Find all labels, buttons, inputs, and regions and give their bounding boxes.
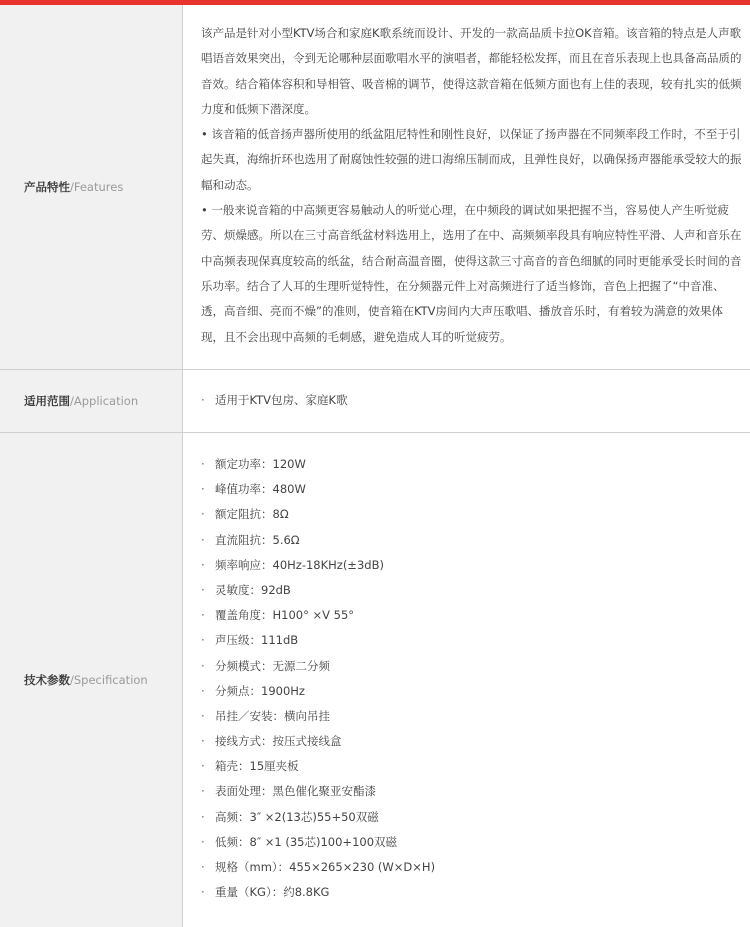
features-label-sep: /	[70, 180, 74, 194]
specification-content	[183, 433, 750, 927]
spec-item-text: 额定功率：120W	[215, 457, 306, 471]
spec-item-text: 频率响应：40Hz-18KHz(±3dB)	[215, 557, 384, 572]
application-label	[0, 370, 183, 432]
spec-item	[201, 477, 742, 502]
spec-item-text: 接线方式：按压式接线盒	[215, 734, 342, 749]
spec-item	[201, 704, 742, 729]
application-row	[0, 370, 750, 433]
bullet-icon: ·	[201, 507, 205, 522]
bullet-icon: ·	[201, 860, 205, 874]
specification-label-sep: /	[70, 673, 74, 687]
application-item	[201, 388, 348, 413]
features-paragraph: 该产品是针对小型KTV场合和家庭K歌系统而设计、开发的一款高品质卡拉OK音箱。该音箱的特点是人声歌唱语音效果突出，令到无论哪种层面歌唱水平的演唱者，都能轻松发挥，而且在音乐表现上也具备高品质的音效。结合箱体容积和导相管、吸音棉的调节，使得这款音箱在低频方面也有上佳的表现，较有扎实的低频力度和低频下潜深度。	[201, 26, 742, 116]
application-label-sep: /	[70, 394, 74, 408]
specification-label-en: Specification	[73, 673, 148, 687]
bullet-icon: ·	[201, 734, 205, 749]
specification-label	[0, 433, 183, 927]
spec-item-text: 额定阻抗：8Ω	[215, 507, 289, 522]
bullet-icon: ·	[201, 393, 205, 408]
features-paragraph: • 该音箱的低音扬声器所使用的纸盆阻尼特性和刚性良好，以保证了扬声器在不同频率段工作时，不至于引起失真，海绵折环也选用了耐腐蚀性较强的进口海绵压制而成，且弹性良好，以确保扬声器能承受较大的振幅和动态。	[201, 127, 742, 192]
spec-item	[201, 855, 742, 880]
bullet-icon: ·	[201, 633, 205, 648]
spec-item-text: 箱壳：15厘夹板	[215, 759, 299, 774]
spec-item	[201, 603, 742, 628]
bullet-icon: ·	[201, 784, 205, 799]
specification-list	[201, 452, 742, 905]
spec-item-text: 吊挂／安装：横向吊挂	[215, 708, 330, 723]
spec-item-text: 灵敏度：92dB	[215, 582, 291, 597]
spec-item	[201, 578, 742, 603]
spec-item	[201, 528, 742, 553]
specification-label-cn: 技术参数	[24, 673, 70, 687]
spec-item-text: 重量（KG）：约8.8KG	[215, 885, 330, 900]
features-label-en: Features	[73, 180, 124, 194]
spec-item-text: 覆盖角度：H100° ×V 55°	[215, 608, 355, 623]
spec-item-text: 声压级：111dB	[215, 633, 299, 648]
bullet-icon: ·	[201, 457, 205, 471]
spec-item-text: 低频：8″ ×1 (35芯)100+100双磁	[215, 834, 398, 849]
spec-item-text: 表面处理：黑色催化聚亚安酯漆	[215, 784, 376, 799]
spec-item-text: 分频模式：无源二分频	[215, 658, 330, 673]
spec-item	[201, 754, 742, 779]
bullet-icon: ·	[201, 708, 205, 723]
bullet-icon: ·	[201, 557, 205, 572]
spec-item	[201, 830, 742, 855]
spec-item-text: 峰值功率：480W	[215, 482, 306, 497]
spec-item	[201, 779, 742, 804]
features-paragraph: • 一般来说音箱的中高频更容易触动人的听觉心理，在中频段的调试如果把握不当，容易使人产生听觉疲劳、烦燥感。所以在三寸高音纸盆材料选用上，选用了在中、高频频率段具有响应特性平滑、人声和音乐在中高频表现保真度较高的纸盆，结合耐高温音圈，使得这款三寸高音的音色细腻的同时更能承受长时间的音乐功率。结合了人耳的生理听觉特性，在分频器元件上对高频进行了适当修饰，音色上把握了“中音准、透，高音细、亮而不燥”的准则，使音箱在KTV房间内大声压歌唱、播放音乐时，有着较为满意的效果体现，且不会出现中高频的毛刺感，避免造成人耳的听觉疲劳。	[201, 203, 742, 344]
bullet-icon: ·	[201, 582, 205, 597]
spec-item-text: 高频：3″ ×2(13芯)55+50双磁	[215, 809, 379, 824]
spec-item-text: 直流阻抗：5.6Ω	[215, 532, 300, 547]
spec-item	[201, 553, 742, 578]
spec-item	[201, 880, 742, 905]
spec-item-text: 分频点：1900Hz	[215, 683, 305, 698]
application-label-cn: 适用范围	[24, 394, 70, 408]
bullet-icon: ·	[201, 532, 205, 547]
features-label-cn: 产品特性	[24, 180, 70, 194]
features-content	[183, 5, 750, 369]
bullet-icon: ·	[201, 885, 205, 900]
bullet-icon: ·	[201, 608, 205, 623]
spec-item	[201, 729, 742, 754]
spec-item	[201, 654, 742, 679]
bullet-icon: ·	[201, 759, 205, 774]
spec-item	[201, 502, 742, 527]
spec-item	[201, 805, 742, 830]
bullet-icon: ·	[201, 809, 205, 824]
application-label-en: Application	[73, 394, 139, 408]
application-content	[183, 370, 750, 432]
bullet-icon: ·	[201, 834, 205, 849]
spec-item	[201, 679, 742, 704]
product-spec-table	[0, 5, 750, 927]
bullet-icon: ·	[201, 658, 205, 673]
bullet-icon: ·	[201, 683, 205, 698]
specification-row	[0, 433, 750, 927]
spec-item-text: 规格（mm）：455×265×230 (W×D×H)	[215, 860, 436, 874]
features-row	[0, 5, 750, 370]
spec-item	[201, 628, 742, 653]
spec-item	[201, 452, 742, 477]
application-item-text: 适用于KTV包房、家庭K歌	[215, 393, 348, 408]
features-label	[0, 5, 183, 369]
bullet-icon: ·	[201, 482, 205, 497]
